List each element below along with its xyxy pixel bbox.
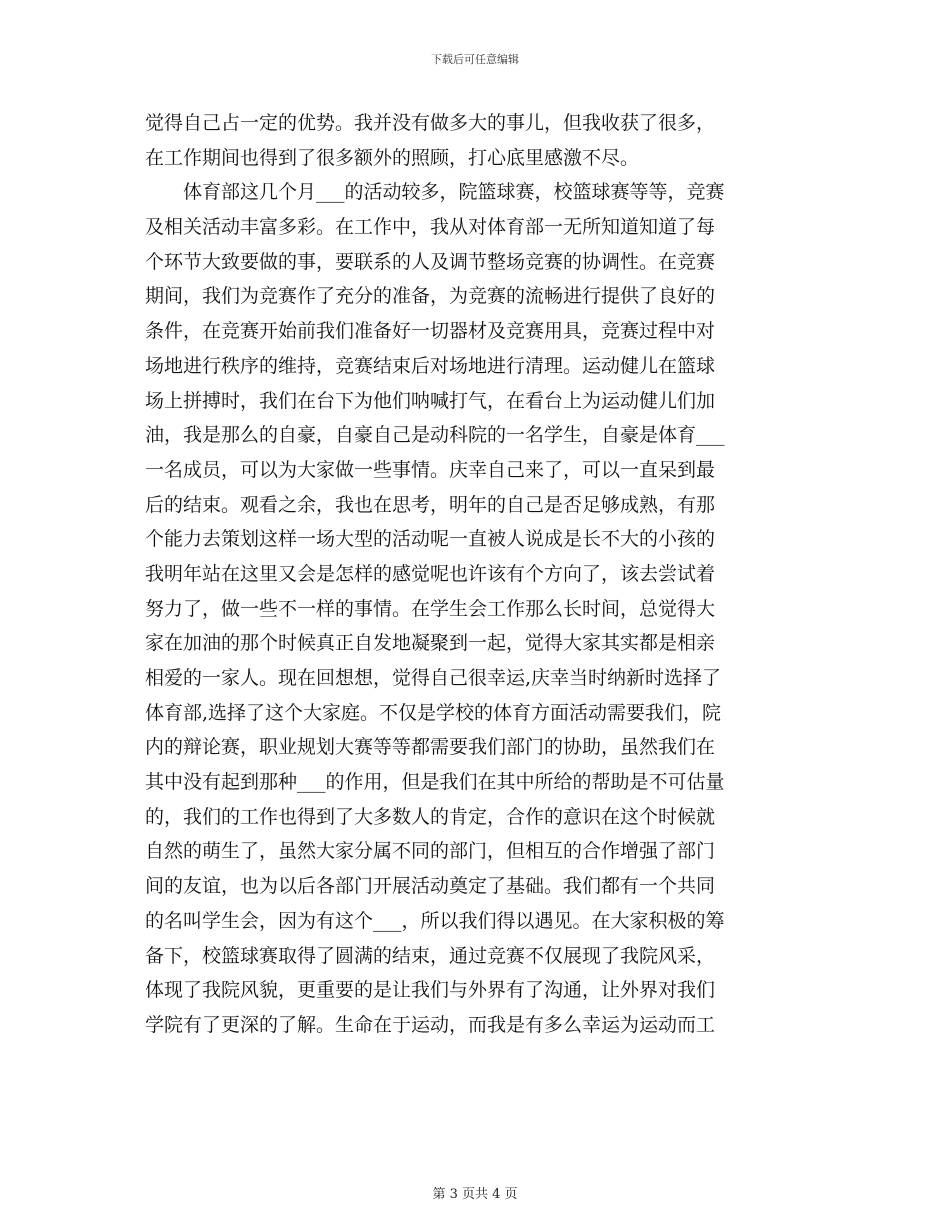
text-line: 我明年站在这里又会是怎样的感觉呢也许该有个方向了，该去尝试着 [145, 562, 716, 585]
text-line: 后的结束。观看之余，我也在思考，明年的自己是否足够成熟，有那 [145, 493, 716, 516]
text-line: 体育部这几个月___的活动较多，院篮球赛，校篮球赛等等，竞赛 [145, 181, 725, 204]
text-line: 期间，我们为竞赛作了充分的准备，为竞赛的流畅进行提供了良好的 [145, 285, 716, 308]
body-text [145, 106, 815, 1043]
text-line: 的名叫学生会，因为有这个___，所以我们得以遇见。在大家积极的筹 [145, 909, 725, 932]
text-line: 场上拼搏时，我们在台下为他们呐喊打气，在看台上为运动健儿们加 [145, 389, 716, 412]
text-line: 努力了，做一些不一样的事情。在学生会工作那么长时间，总觉得大 [145, 597, 716, 620]
text-line: 其中没有起到那种___的作用，但是我们在其中所给的帮助是不可估量 [145, 771, 725, 794]
page-header: 下载后可任意编辑 [431, 53, 519, 66]
text-line: 备下，校篮球赛取得了圆满的结束，通过竞赛不仅展现了我院风采， [145, 944, 716, 967]
text-line: 自然的萌生了，虽然大家分属不同的部门，但相互的合作增强了部门 [145, 840, 716, 863]
text-line: 内的辩论赛，职业规划大赛等等都需要我们部门的协助，虽然我们在 [145, 736, 716, 759]
text-line: 学院有了更深的了解。生命在于运动，而我是有多么幸运为运动而工 [145, 1013, 716, 1036]
text-line: 及相关活动丰富多彩。在工作中，我从对体育部一无所知道知道了每 [145, 216, 716, 239]
text-line: 间的友谊，也为以后各部门开展活动奠定了基础。我们都有一个共同 [145, 875, 716, 898]
text-line: 油，我是那么的自豪，自豪自己是动科院的一名学生，自豪是体育___ [145, 424, 725, 447]
text-line: 条件，在竞赛开始前我们准备好一切器材及竞赛用具，竞赛过程中对 [145, 320, 716, 343]
text-line: 相爱的一家人。现在回想想，觉得自己很幸运,庆幸当时纳新时选择了 [145, 667, 722, 689]
text-line: 体现了我院风貌，更重要的是让我们与外界有了沟通，让外界对我们 [145, 979, 716, 1002]
text-line: 体育部,选择了这个大家庭。不仅是学校的体育方面活动需要我们，院 [145, 701, 722, 724]
text-line: 在工作期间也得到了很多额外的照顾，打心底里感激不尽。 [145, 146, 640, 169]
page-number-footer: 第 3 页共 4 页 [432, 1187, 518, 1202]
text-line: 个环节大致要做的事，要联系的人及调节整场竞赛的协调性。在竞赛 [145, 250, 716, 273]
text-line: 觉得自己占一定的优势。我并没有做多大的事儿，但我收获了很多， [145, 112, 716, 134]
text-line: 的，我们的工作也得到了大多数人的肯定，合作的意识在这个时候就 [145, 805, 716, 828]
text-line: 场地进行秩序的维持，竞赛结束后对场地进行清理。运动健儿在篮球 [145, 354, 716, 377]
text-line: 家在加油的那个时候真正自发地凝聚到一起，觉得大家其实都是相亲 [145, 632, 716, 655]
text-line: 一名成员，可以为大家做一些事情。庆幸自己来了，可以一直呆到最 [145, 458, 716, 481]
text-line: 个能力去策划这样一场大型的活动呢一直被人说成是长不大的小孩的 [145, 528, 716, 551]
